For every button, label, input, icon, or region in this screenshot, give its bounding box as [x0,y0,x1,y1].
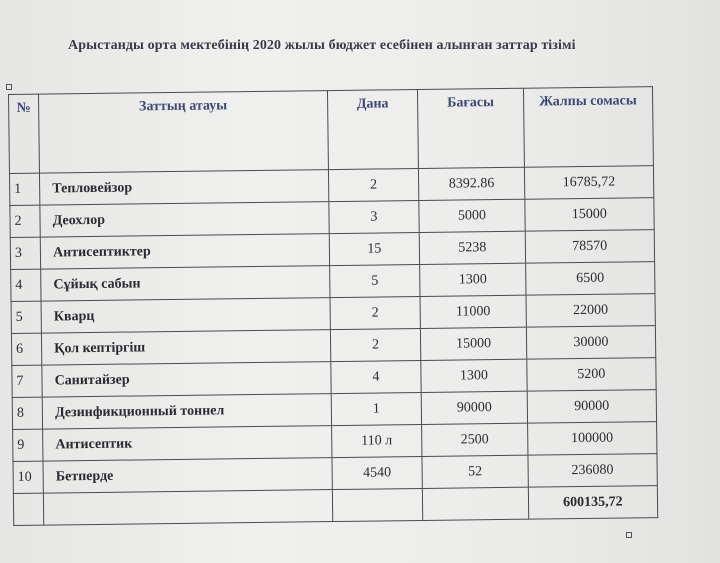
cell-price: 5238 [419,231,525,264]
cell-total: 236080 [528,454,658,488]
cell-name: Кварц [41,298,330,334]
cell-qty: 2 [328,168,419,201]
cell-total: 22000 [526,294,656,328]
cell-num: 10 [13,461,44,493]
cell-total: 30000 [526,326,656,360]
cell-name: Қол кептіргіш [42,330,331,366]
header-qty: Дана [327,89,418,169]
grand-total-value: 600135,72 [528,486,658,520]
table-cell [423,487,529,520]
cell-price: 15000 [421,327,527,360]
cell-num: 7 [12,365,43,397]
cell-total: 15000 [525,198,655,232]
cell-num: 2 [10,205,41,237]
cell-total: 16785,72 [524,166,654,200]
cell-num: 1 [9,173,40,205]
cell-name: Антисептиктер [40,234,329,270]
cell-qty: 2 [330,328,421,361]
cell-qty: 15 [329,232,420,265]
cell-qty: 4540 [332,456,423,489]
cell-price: 11000 [420,295,526,328]
cell-price: 2500 [422,423,528,456]
table-resize-mark [626,532,632,538]
cell-total: 5200 [527,358,657,392]
cell-qty: 3 [329,200,420,233]
cell-num: 3 [10,237,41,269]
header-price: Бағасы [418,88,524,168]
cell-name: Санитайзер [42,362,331,398]
cell-name: Тепловейзор [40,170,329,206]
cell-price: 8392.86 [419,167,525,200]
cell-price: 5000 [419,199,525,232]
cell-price: 90000 [421,391,527,424]
cell-qty: 110 л [331,424,422,457]
cell-total: 78570 [525,230,655,264]
cell-name: Антисептик [43,426,332,462]
table-anchor-mark [6,84,12,90]
cell-qty: 5 [329,264,420,297]
cell-price: 52 [422,455,528,488]
header-name: Заттың атауы [39,91,329,174]
cell-name: Деохлор [40,202,329,238]
cell-total: 100000 [527,422,657,456]
cell-qty: 2 [330,296,421,329]
cell-qty: 4 [331,360,422,393]
cell-num: 5 [11,301,42,333]
table-cell [332,488,423,521]
header-num: № [9,94,40,173]
cell-name: Сұйық сабын [41,266,330,302]
cell-price: 1300 [420,263,526,296]
table-cell [13,493,44,525]
header-total-label: Жалпы сомасы [539,93,637,110]
cell-total: 90000 [527,390,657,424]
grand-total-row [13,486,657,526]
cell-qty: 1 [331,392,422,425]
items-table [8,86,658,526]
table-header-row [9,87,654,174]
cell-total: 6500 [525,262,655,296]
cell-name: Дезинфикционный тоннел [42,394,331,430]
cell-price: 1300 [421,359,527,392]
cell-name: Бетперде [43,458,332,494]
cell-num: 4 [11,269,42,301]
header-total [523,87,653,168]
cell-num: 9 [13,429,44,461]
cell-num: 6 [11,333,42,365]
table-cell [44,490,333,526]
cell-num: 8 [12,397,43,429]
document-title: Арыстанды орта мектебінің 2020 жылы бюджет есебінен алынған заттар тізімі [68,38,576,53]
